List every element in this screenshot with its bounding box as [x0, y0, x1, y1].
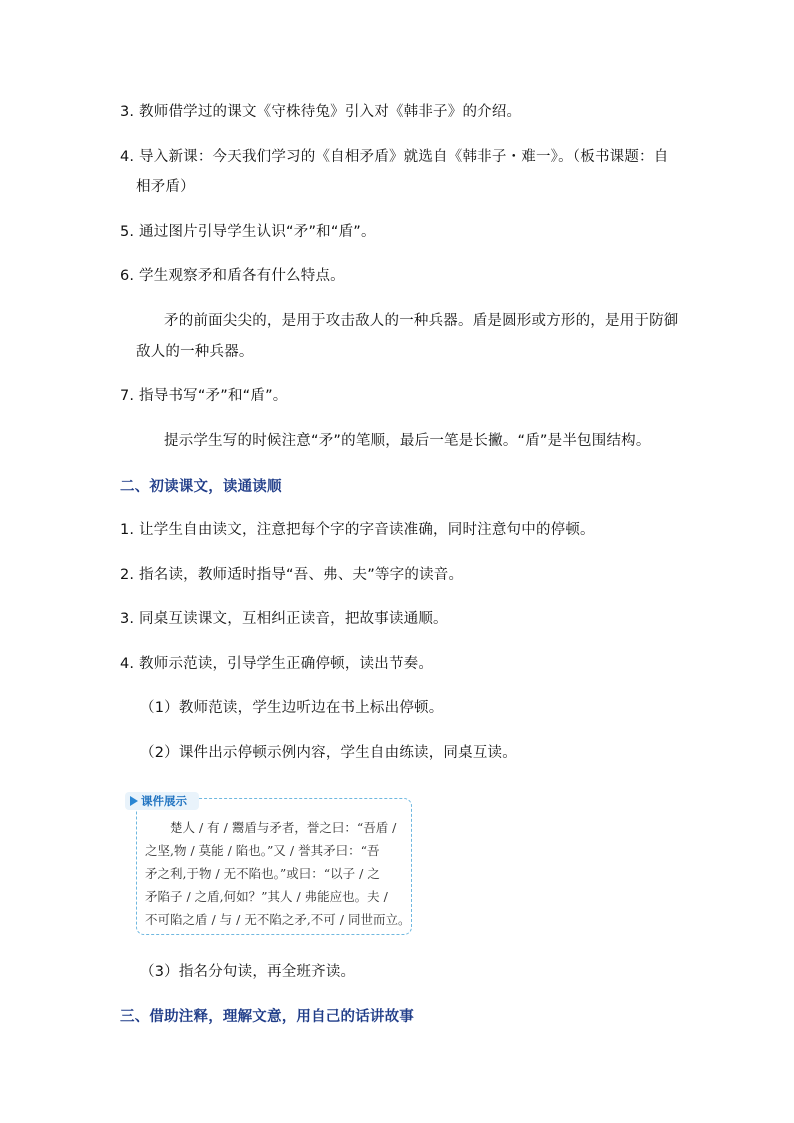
section-2-heading: 二、初读课文，读通读顺	[120, 479, 282, 495]
callout-text-line: 矛之利,于物 / 无不陷也。”或曰：“以子 / 之	[145, 866, 380, 881]
step-4-text: 4. 导入新课：今天我们学习的《自相矛盾》就选自《韩非子・难一》。（板书课题：自	[120, 149, 669, 165]
reading-substep-1: （1）教师范读，学生边听边在书上标出停顿。	[140, 700, 444, 716]
reading-substep-2: （2）课件出示停顿示例内容，学生自由练读，同桌互读。	[140, 745, 517, 761]
step-7-text: 7. 指导书写“矛”和“盾”。	[120, 388, 288, 404]
reading-step-3: 3. 同桌互读课文，互相纠正读音，把故事读通顺。	[120, 611, 448, 627]
step-6-text: 6. 学生观察矛和盾各有什么特点。	[120, 268, 345, 284]
step-6-explanation-continuation: 敌人的一种兵器。	[136, 344, 254, 360]
step-6-explanation: 矛的前面尖尖的，是用于攻击敌人的一种兵器。盾是圆形或方形的，是用于防御	[164, 313, 679, 329]
callout-tab-label: 课件展示	[141, 794, 187, 808]
callout-text-line: 楚人 / 有 / 鬻盾与矛者，誉之曰：“吾盾 /	[145, 820, 397, 835]
callout-text-line: 之坚,物 / 莫能 / 陷也。”又 / 誉其矛曰：“吾	[145, 843, 380, 858]
courseware-callout-tab	[125, 792, 199, 810]
step-7-explanation: 提示学生写的时候注意“矛”的笔顺，最后一笔是长撇。“盾”是半包围结构。	[164, 433, 651, 449]
step-4-continuation: 相矛盾）	[136, 179, 195, 195]
reading-step-4: 4. 教师示范读，引导学生正确停顿，读出节奏。	[120, 656, 434, 672]
section-3-heading: 三、借助注释，理解文意，用自己的话讲故事	[120, 1009, 414, 1025]
reading-substep-3: （3）指名分句读，再全班齐读。	[140, 964, 356, 980]
reading-step-1: 1. 让学生自由读文，注意把每个字的字音读准确，同时注意句中的停顿。	[120, 522, 595, 538]
play-triangle-icon	[130, 796, 138, 806]
step-3-text: 3. 教师借学过的课文《守株待兔》引入对《韩非子》的介绍。	[120, 104, 522, 120]
reading-step-2: 2. 指名读，教师适时指导“吾、弗、夫”等字的读音。	[120, 567, 464, 583]
step-5-text: 5. 通过图片引导学生认识“矛”和“盾”。	[120, 224, 376, 240]
callout-text-line: 矛陷子 / 之盾,何如？”其人 / 弗能应也。夫 /	[145, 889, 388, 904]
callout-text-line: 不可陷之盾 / 与 / 无不陷之矛,不可 / 同世而立。	[145, 912, 411, 927]
